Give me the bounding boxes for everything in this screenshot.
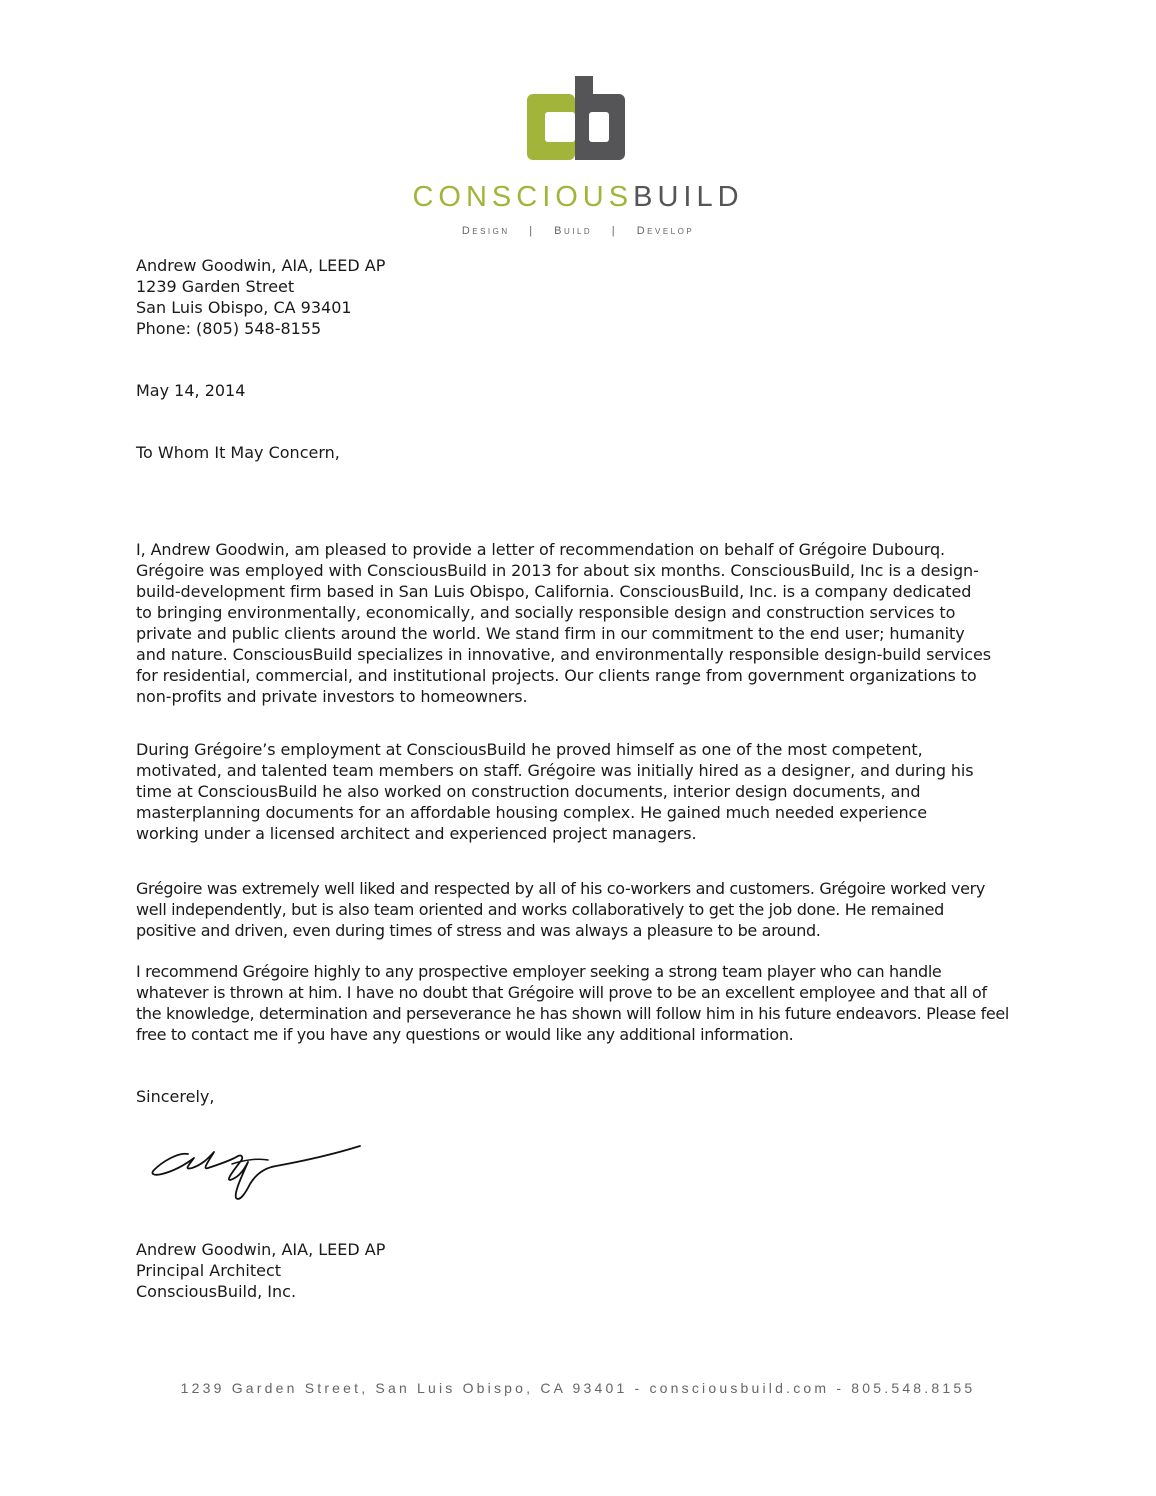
paragraph-line: Grégoire was extremely well liked and respected by all of his co-workers and customers. Grégoire worked very [136, 879, 985, 898]
paragraph-4 [136, 961, 1020, 1045]
paragraph-line: I, Andrew Goodwin, am pleased to provide a letter of recommendation on behalf of Grégoire Dubourq. [136, 540, 946, 559]
paragraph-line: well independently, but is also team oriented and works collaboratively to get the job done. He remained [136, 900, 944, 919]
closing: Sincerely, [136, 1087, 215, 1106]
sender-address [136, 255, 385, 339]
tagline-design: Design [461, 225, 510, 237]
tagline-separator: | [611, 225, 618, 237]
wordmark-build: BUILD [633, 181, 744, 213]
signature-image [148, 1140, 368, 1212]
paragraph-line: masterplanning documents for an affordable housing complex. He gained much needed experience [136, 803, 927, 822]
paragraph-line: build-development firm based in San Luis Obispo, California. ConsciousBuild, Inc. is a company dedicated [136, 582, 972, 601]
company-wordmark [0, 180, 1156, 214]
paragraph-line: working under a licensed architect and experienced project managers. [136, 824, 697, 843]
sender-street: 1239 Garden Street [136, 277, 295, 296]
paragraph-line: non-profits and private investors to homeowners. [136, 687, 528, 706]
paragraph-line: for residential, commercial, and institutional projects. Our clients range from government organizations to [136, 666, 977, 685]
paragraph-line: free to contact me if you have any questions or would like any additional information. [136, 1025, 794, 1044]
wordmark-conscious: CONSCIOUS [412, 181, 634, 213]
paragraph-line: Grégoire was employed with ConsciousBuild in 2013 for about six months. ConsciousBuild, Inc is a design- [136, 561, 979, 580]
paragraph-line: motivated, and talented team members on staff. Grégoire was initially hired as a designer, and during his [136, 761, 974, 780]
signature-block [136, 1239, 385, 1302]
sender-city: San Luis Obispo, CA 93401 [136, 298, 352, 317]
signer-name: Andrew Goodwin, AIA, LEED AP [136, 1240, 386, 1259]
tagline-separator: | [529, 225, 535, 237]
signer-title: Principal Architect [136, 1261, 282, 1280]
company-tagline [0, 225, 1156, 237]
paragraph-3 [136, 878, 1020, 941]
paragraph-line: whatever is thrown at him. I have no doubt that Grégoire will prove to be an excellent employee and that all of [136, 983, 987, 1002]
letter-date: May 14, 2014 [136, 381, 246, 400]
tagline-develop: Develop [636, 225, 695, 237]
paragraph-line: positive and driven, even during times of stress and was always a pleasure to be around. [136, 921, 821, 940]
salutation: To Whom It May Concern, [136, 443, 340, 462]
paragraph-line: the knowledge, determination and perseverance he has shown will follow him in his future endeavors. Please feel [136, 1004, 1010, 1023]
letterhead-footer: 1239 Garden Street, San Luis Obispo, CA 93401 - consciousbuild.com - 805.548.8155 [180, 1380, 976, 1396]
paragraph-line: During Grégoire’s employment at ConsciousBuild he proved himself as one of the most competent, [136, 740, 923, 759]
paragraph-line: private and public clients around the world. We stand firm in our commitment to the end user; humanity [136, 624, 965, 643]
paragraph-line: to bringing environmentally, economically, and socially responsible design and construction services to [136, 603, 956, 622]
company-logo-mark [527, 76, 627, 160]
paragraph-line: I recommend Grégoire highly to any prospective employer seeking a strong team player who can handle [136, 962, 942, 981]
paragraph-line: and nature. ConsciousBuild specializes in innovative, and environmentally responsible design-build services [136, 645, 991, 664]
sender-name: Andrew Goodwin, AIA, LEED AP [136, 256, 386, 275]
paragraph-2 [136, 739, 1020, 844]
paragraph-1 [136, 539, 1020, 707]
signer-company: ConsciousBuild, Inc. [136, 1282, 297, 1301]
sender-phone: Phone: (805) 548-8155 [136, 319, 322, 338]
tagline-build: Build [554, 225, 593, 237]
paragraph-line: time at ConsciousBuild he also worked on construction documents, interior design documents, and [136, 782, 921, 801]
